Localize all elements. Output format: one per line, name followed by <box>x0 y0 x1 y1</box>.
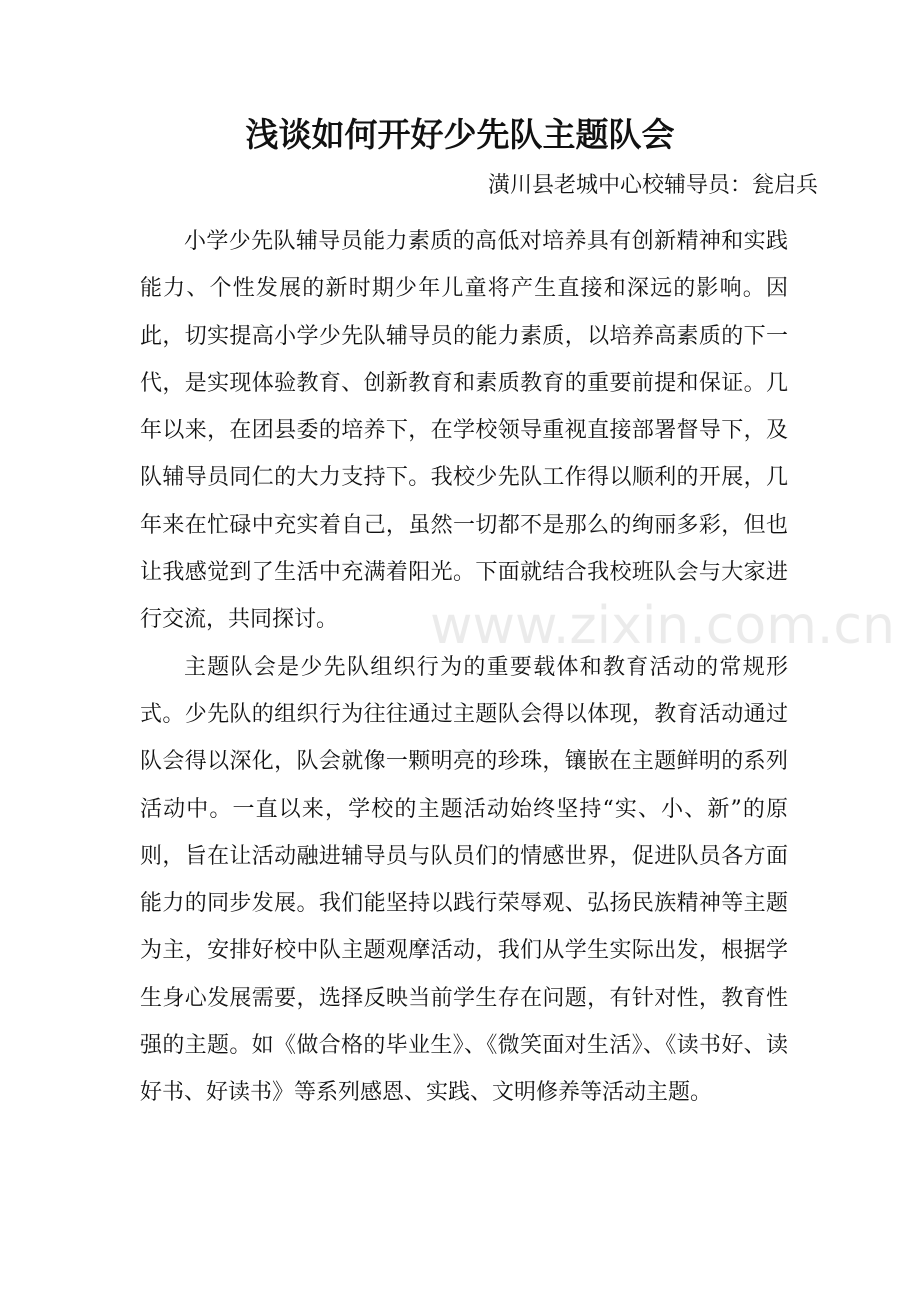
document-body <box>140 218 788 1117</box>
document-title: 浅谈如何开好少先队主题队会 <box>245 115 675 154</box>
paragraph-1: 小学少先队辅导员能力素质的高低对培养具有创新精神和实践能力、个性发展的新时期少年儿童将产生直接和深远的影响。因此，切实提高小学少先队辅导员的能力素质，以培养高素质的下一代，是实现体验教育、创新教育和素质教育的重要前提和保证。几年以来，在团县委的培养下，在学校领导重视直接部署督导下，及队辅导员同仁的大力支持下。我校少先队工作得以顺利的开展，几年来在忙碌中充实着自己，虽然一切都不是那么的绚丽多彩，但也让我感觉到了生活中充满着阳光。下面就结合我校班队会与大家进行交流，共同探讨。 <box>140 229 788 633</box>
paragraph-2: 主题队会是少先队组织行为的重要载体和教育活动的常规形式。少先队的组织行为往往通过主题队会得以体现，教育活动通过队会得以深化，队会就像一颗明亮的珍珠，镶嵌在主题鲜明的系列活动中。一直以来，学校的主题活动始终坚持“实、小、新”的原则，旨在让活动融进辅导员与队员们的情感世界，促进队员各方面能力的同步发展。我们能坚持以践行荣辱观、弘扬民族精神等主题为主，安排好校中队主题观摩活动，我们从学生实际出发，根据学生身心发展需要，选择反映当前学生存在问题，有针对性，教育性强的主题。如《做合格的毕业生》、《微笑面对生活》、《读书好、读好书、好读书》等系列感恩、实践、文明修养等活动主题。 <box>140 654 788 1106</box>
author-line: 潢川县老城中心校辅导员：瓮启兵 <box>487 173 818 198</box>
watermark: www.zixin.com.cn <box>430 596 895 656</box>
